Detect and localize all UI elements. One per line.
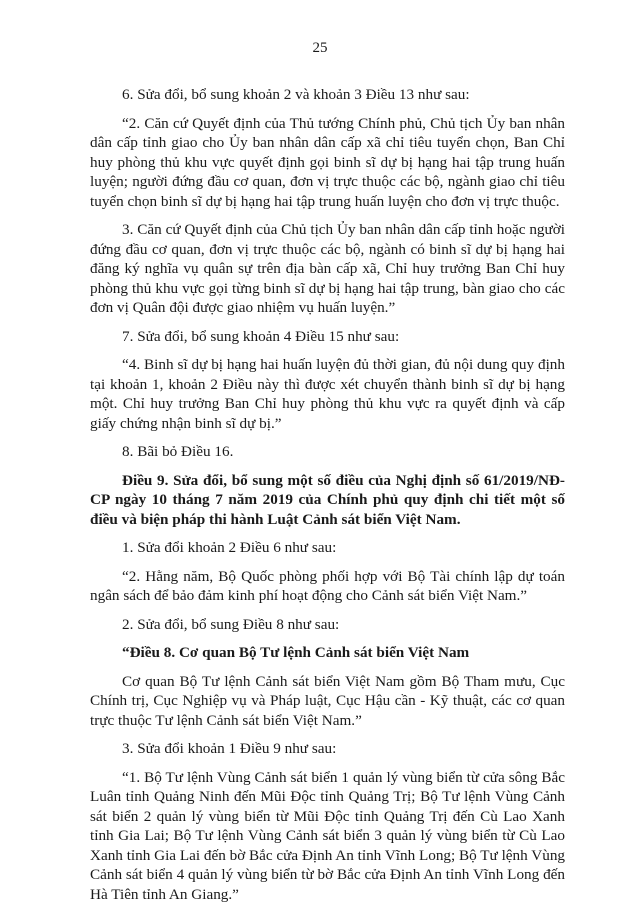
paragraph: “2. Hằng năm, Bộ Quốc phòng phối hợp với Bộ Tài chính lập dự toán ngân sách để bảo đảm kinh phí hoạt động cho Cảnh sát biển Việt Nam.” xyxy=(90,567,565,604)
paragraph: 2. Sửa đổi, bổ sung Điều 8 như sau: xyxy=(122,615,340,633)
paragraph: 8. Bãi bỏ Điều 16. xyxy=(122,443,234,460)
paragraph: 3. Sửa đổi khoản 1 Điều 9 như sau: xyxy=(122,740,337,757)
paragraph: 7. Sửa đổi, bổ sung khoản 4 Điều 15 như sau: xyxy=(122,327,400,345)
page-number: 25 xyxy=(312,40,328,56)
article-heading: Điều 9. Sửa đổi, bổ sung một số điều của Nghị định số 61/2019/NĐ-CP ngày 10 tháng 7 năm 2019 của Chính phủ quy định chi tiết một số điều và biện pháp thi hành Luật Cảnh sát biển Việt Nam. xyxy=(90,471,565,528)
document-body xyxy=(90,85,565,913)
paragraph: “2. Căn cứ Quyết định của Thủ tướng Chính phủ, Chủ tịch Ủy ban nhân dân cấp tỉnh giao cho Ủy ban nhân dân cấp xã chỉ tiêu tuyển chọn, Ban Chỉ huy phòng thủ khu vực quyết định gọi binh sĩ dự bị hạng hai tập trung huấn luyện; người đứng đầu cơ quan, đơn vị trực thuộc các bộ, ngành giao chỉ tiêu tuyển chọn binh sĩ dự bị hạng hai tập trung huấn luyện cho đơn vị trực thuộc. xyxy=(90,114,565,210)
paragraph: 3. Căn cứ Quyết định của Chủ tịch Ủy ban nhân dân cấp tỉnh hoặc người đứng đầu cơ quan, đơn vị trực thuộc các bộ, ngành có binh sĩ dự bị hạng hai đăng ký nghĩa vụ quân sự trên địa bàn cấp xã, Chỉ huy trưởng Ban Chỉ huy phòng thủ khu vực gọi từng binh sĩ dự bị hạng hai tập trung, bàn giao cho các đơn vị Quân đội được giao nhiệm vụ huấn luyện.” xyxy=(90,221,565,316)
paragraph: Cơ quan Bộ Tư lệnh Cảnh sát biển Việt Nam gồm Bộ Tham mưu, Cục Chính trị, Cục Nghiệp vụ và Pháp luật, Cục Hậu cần - Kỹ thuật, các cơ quan trực thuộc Tư lệnh Cảnh sát biển Việt Nam.” xyxy=(90,672,565,729)
paragraph: 6. Sửa đổi, bổ sung khoản 2 và khoản 3 Điều 13 như sau: xyxy=(122,86,470,103)
paragraph: “1. Bộ Tư lệnh Vùng Cảnh sát biển 1 quản lý vùng biển từ cửa sông Bắc Luân tỉnh Quảng Ninh đến Mũi Độc tỉnh Quảng Trị; Bộ Tư lệnh Vùng Cảnh sát biển 2 quản lý vùng biển từ Mũi Độc tỉnh Quảng Trị đến Cù Lao Xanh tỉnh Gia Lai; Bộ Tư lệnh Vùng Cảnh sát biển 3 quản lý vùng biển từ Cù Lao Xanh tỉnh Gia Lai đến bờ Bắc cửa Định An tỉnh Vĩnh Long; Bộ Tư lệnh Vùng Cảnh sát biển 4 quản lý vùng biển từ bờ Bắc cửa Định An tỉnh Vĩnh Long đến Hà Tiên tỉnh An Giang.” xyxy=(90,768,566,903)
article-heading: “Điều 8. Cơ quan Bộ Tư lệnh Cảnh sát biển Việt Nam xyxy=(122,644,470,661)
paragraph: 1. Sửa đổi khoản 2 Điều 6 như sau: xyxy=(122,539,337,556)
paragraph: “4. Binh sĩ dự bị hạng hai huấn luyện đủ thời gian, đủ nội dung quy định tại khoản 1, khoản 2 Điều này thì được xét chuyển thành binh sĩ dự bị hạng một. Chỉ huy trưởng Ban Chỉ huy phòng thủ khu vực ra quyết định và cấp giấy chứng nhận binh sĩ dự bị.” xyxy=(90,356,565,432)
